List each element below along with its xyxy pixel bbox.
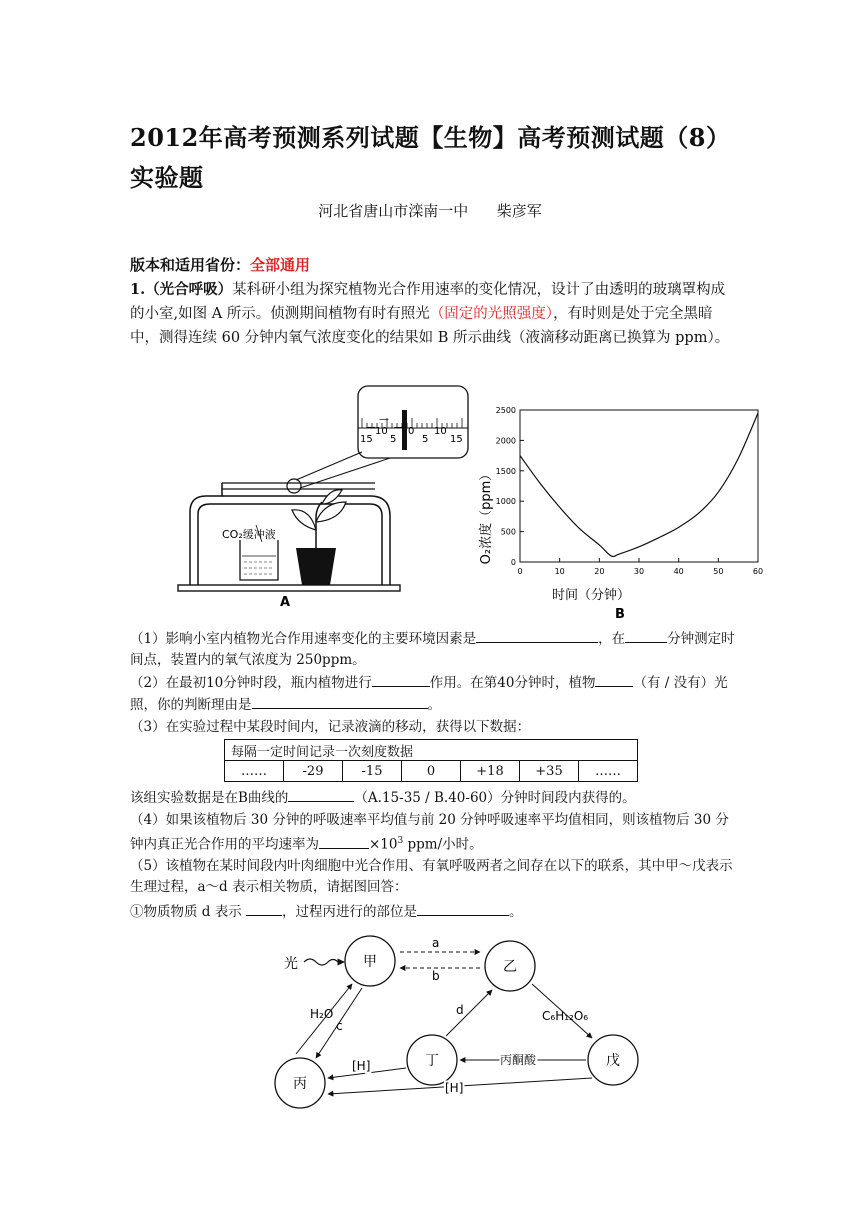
answer-blank[interactable]	[246, 901, 282, 916]
answer-blank[interactable]	[372, 672, 430, 687]
x-tick-label: 30	[633, 567, 645, 576]
sub-question-5: （5）该植物在某时间段内叶肉细胞中光合作用、有氧呼吸两者之间存在以下的联系，其中甲～戊表示生理过程，a～d 表示相关物质，请据图回答：	[130, 858, 733, 895]
process-diagram	[270, 928, 650, 1118]
scale-label: 5	[390, 434, 397, 445]
node-label: 戊	[606, 1053, 620, 1069]
answer-blank[interactable]	[252, 694, 428, 709]
answer-blank[interactable]	[319, 834, 369, 849]
sub-question-2: （2）在最初10分钟时段，瓶内植物进行 作用。在第40分钟时，植物 （有 / 没有）光照，你的判断理由是 。	[130, 672, 740, 716]
scale-label: 15	[360, 434, 373, 445]
plant-pot	[296, 548, 336, 585]
sub-question-3b: 该组实验数据是在B曲线的 （A.15-35 / B.40-60）分钟时间段内获得的。	[130, 787, 740, 809]
question-tag: （光合呼吸）	[145, 281, 233, 298]
label-c: c	[336, 1019, 343, 1033]
label-glucose: C₆H₁₂O₆	[542, 1009, 589, 1023]
question-number: 1.	[130, 281, 146, 298]
figure-b-chart	[470, 398, 770, 620]
y-tick-label: 1000	[495, 497, 516, 507]
section-label: 版本和适用省份：	[130, 256, 251, 274]
light-label: 光	[284, 956, 298, 972]
x-tick-label: 20	[594, 567, 605, 576]
label-b: b	[432, 969, 440, 983]
author-line: 河北省唐山市滦南一中 柴彦军	[318, 202, 542, 220]
figure-b-label: B	[615, 607, 625, 620]
table-cell: ……	[579, 761, 638, 782]
node-label: 甲	[363, 954, 377, 970]
scale-label: 10	[375, 426, 388, 437]
scale-label: 15	[450, 434, 463, 445]
table-header: 每隔一定时间记录一次刻度数据	[225, 740, 638, 761]
table-cell: +18	[461, 761, 520, 782]
figure-a	[170, 380, 480, 610]
o2-curve	[520, 413, 758, 556]
label-h-2: [H]	[445, 1081, 464, 1095]
label-h-1: [H]	[352, 1059, 371, 1073]
x-tick-label: 10	[554, 567, 565, 576]
answer-blank[interactable]	[625, 628, 667, 643]
table-cell: +35	[520, 761, 579, 782]
data-table	[224, 739, 638, 782]
highlight-text: （固定的光照强度）	[429, 306, 554, 322]
answer-blank[interactable]	[288, 787, 354, 802]
sub-question-1: （1）影响小室内植物光合作用速率变化的主要环境因素是 ，在 分钟测定时间点，装置内的氧气浓度为 250ppm。	[130, 628, 740, 671]
table-cell: ……	[225, 761, 284, 782]
answer-blank[interactable]	[595, 672, 633, 687]
x-tick-label: 50	[713, 567, 724, 576]
y-tick-label: 0	[510, 558, 516, 567]
question-1-stem: 1.（光合呼吸）某科研小组为探究植物光合作用速率的变化情况，设计了由透明的玻璃罩构成的小室,如图 A 所示。侦测期间植物有时有照光（固定的光照强度），有时则是处于完全黑暗中，测得连续 60 分钟内氧气浓度变化的结果如 B 所示曲线（液滴移动距离已换算为 ppm）。	[130, 281, 730, 346]
y-tick-label: 1500	[495, 466, 516, 476]
scale-sign-3: —	[394, 422, 404, 433]
label-d: d	[456, 1003, 464, 1017]
node-label: 乙	[503, 959, 517, 975]
node-label: 丙	[293, 1076, 307, 1092]
y-tick-label: 2500	[495, 406, 516, 415]
scale-label: 5	[422, 434, 429, 445]
table-cell: -15	[343, 761, 402, 782]
scale-label: 10	[434, 426, 447, 437]
section-value: 全部通用	[250, 256, 311, 274]
sub-question-3: （3）在实验过程中某段时间内，记录液滴的移动，获得以下数据：	[130, 719, 531, 735]
scale-label: 0	[408, 426, 415, 437]
x-tick-label: 0	[517, 567, 523, 576]
leaf	[322, 490, 342, 504]
y-tick-label: 500	[500, 527, 516, 537]
table-row	[225, 761, 638, 782]
buffer-label: CO₂缓冲液	[222, 528, 276, 541]
scale-sign-1: —	[366, 422, 376, 433]
label-pyruvate: 丙酮酸	[500, 1053, 537, 1067]
leaf	[316, 502, 346, 522]
figure-a-label: A	[280, 595, 291, 610]
x-tick-label: 40	[673, 567, 684, 576]
table-cell: -29	[284, 761, 343, 782]
sub-question-5-item-1: ①物质物质 d 表示 ，过程丙进行的部位是 。	[130, 901, 740, 923]
answer-blank[interactable]	[476, 628, 598, 643]
table-row	[225, 740, 638, 761]
scale-sign-2: —	[379, 414, 389, 425]
table-cell: 0	[402, 761, 461, 782]
leaf	[292, 510, 316, 530]
y-axis-label: O₂浓度（ppm）	[479, 467, 494, 565]
page-subtitle: 实验题	[130, 163, 204, 192]
node-label: 丁	[425, 1053, 439, 1069]
answer-blank[interactable]	[417, 901, 509, 916]
sub-question-4: （4）如果该植物后 30 分钟的呼吸速率平均值与前 20 分钟呼吸速率平均值相同，则该植物后 30 分钟内真正光合作用的平均速率为 $\times 10^3$ ppm/小时。	[130, 812, 729, 853]
x-axis-label: 时间（分钟）	[552, 588, 631, 603]
y-tick-label: 2000	[495, 436, 516, 446]
section-heading	[130, 254, 310, 275]
page-title: 2012年高考预测系列试题【生物】高考预测试题（8）	[130, 123, 731, 152]
label-a: a	[432, 936, 440, 950]
x-tick-label: 60	[752, 567, 764, 576]
label-h2o: H₂O	[310, 1007, 334, 1021]
